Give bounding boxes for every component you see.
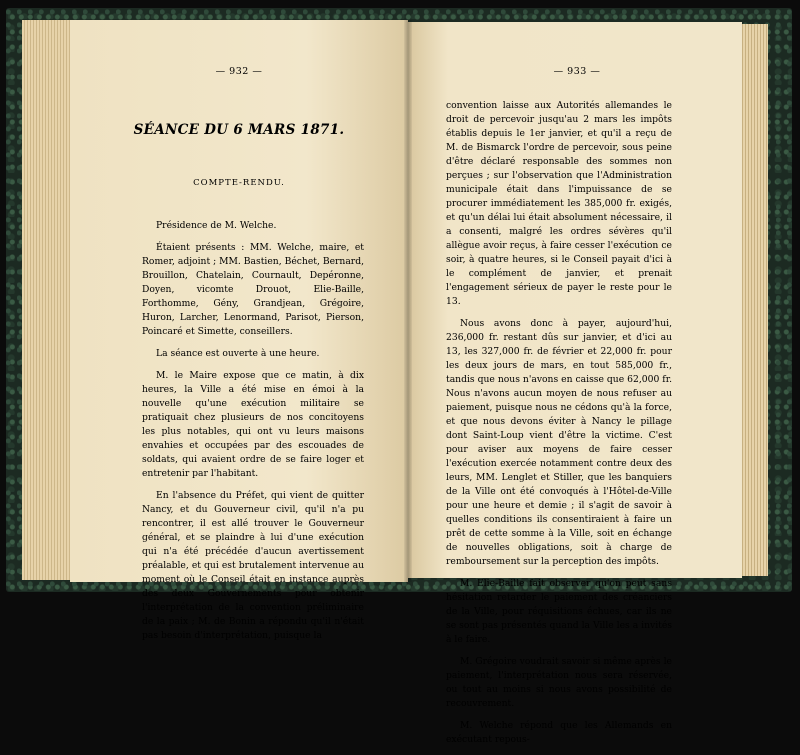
page-number-left: — 932 —: [215, 66, 263, 77]
paragraph: M. le Maire expose que ce matin, à dix heures, la Ville a été mise en émoi à la nouvelle qu'une exécution militaire se pratiquait chez plusieurs de nos concitoyens les plus notables, qui ont vu leurs maisons envahies et occupées par des escouades de soldats, qui avaient ordre de se faire loger et entretenir par l'habitant.: [142, 370, 364, 479]
paragraph: M. Welche répond que les Allemands en exécutant repous-: [446, 720, 672, 745]
paragraph: Nous avons donc à payer, aujourd'hui, 236,000 fr. restant dûs sur janvier, et d'ici au 13, les 327,000 fr. de février et 22,000 fr. pour les deux jours de mars, en tout 585,000 fr., tandis que nous n'avons en caisse que 62,000 fr. Nous n'avons aucun moyen de nous refuser au paiement, puisque nous ne cédons qu'à la force, et que nous devons éviter à Nancy le pillage dont Saint-Loup vient d'être la victime. C'est pour aviser aux moyens de faire cesser l'exécution exercée notamment contre deux des leurs, MM. Lenglet et Stiller, que les banquiers de la Ville ont été convoqués à l'Hôtel-de-Ville pour une heure et demie ; il s'agit de savoir à quelles conditions ils consentiraient à faire un prêt de cette somme à la Ville, soit en échange de nouvelles obligations, soit à charge de remboursement sur la perception des impôts.: [446, 318, 672, 567]
paragraph: La séance est ouverte à une heure.: [156, 348, 320, 359]
paragraph: Présidence de M. Welche.: [156, 220, 277, 231]
paragraph: convention laisse aux Autorités allemandes le droit de percevoir jusqu'au 2 mars les impôts établis depuis le 1er janvier, et qu'il a reçu de M. de Bismarck l'ordre de percevoir, sous peine d'être déclaré responsable des sommes non perçues ; sur l'observation que l'Administration municipale était dans l'impuissance de se procurer immédiatement les 385,000 fr. exigés, et qu'un délai lui était absolument nécessaire, il a consenti, malgré les ordres sévères qu'il allègue avoir reçus, à faire cesser l'exécution ce soir, à quatre heures, si le Conseil payait d'ici à le complément de janvier, et prenait l'engagement sérieux de payer le reste pour le 13.: [446, 100, 672, 307]
right-text-column: [446, 99, 672, 755]
page-edges-right: [740, 24, 768, 576]
page-edges-left: [22, 20, 74, 580]
paragraph: M. Grégoire voudrait savoir si même après le paiement, l'interprétation nous sera réservée, ou tout au moins si nous avons possibilité de recouvrement.: [446, 656, 672, 709]
left-text-column: [142, 219, 364, 651]
paragraph: Étaient présents : MM. Welche, maire, et Romer, adjoint ; MM. Bastien, Béchet, Bernard, Brouillon, Chatelain, Cournault, Depéronne, Doyen, vicomte Drouot, Elie-Baille, Forthomme, Gény, Grandjean, Grégoire, Huron, Larcher, Lenormand, Parisot, Pierson, Poincaré et Simette, conseillers.: [142, 242, 364, 337]
book-gutter: [404, 20, 412, 582]
paragraph: En l'absence du Préfet, qui vient de quitter Nancy, et du Gouverneur civil, qu'il n'a pu rencontrer, il est allé trouver le Gouverneur général, et se plaindre à lui d'une exécution qui n'a été précédée d'aucun avertissement préalable, et qui est brutalement intervenue au moment où le Conseil était en instance auprès des deux Gouvernements pour obtenir l'interprétation de la convention préliminaire de la paix ; M. de Bonin a répondu qu'il n'était pas besoin d'interprétation, puisque la: [142, 490, 364, 641]
session-title: SÉANCE DU 6 MARS 1871.: [133, 122, 345, 138]
section-heading: COMPTE-RENDU.: [193, 178, 285, 188]
page-number-right: — 933 —: [553, 66, 601, 77]
paragraph: M. Elie-Baille fait observer qu'on peut sans hésitation retarder le paiement des créanciers de la Ville, pour réquisitions échues, car ils ne se sont pas présentés quand la Ville les a invités à le faire.: [446, 578, 672, 645]
